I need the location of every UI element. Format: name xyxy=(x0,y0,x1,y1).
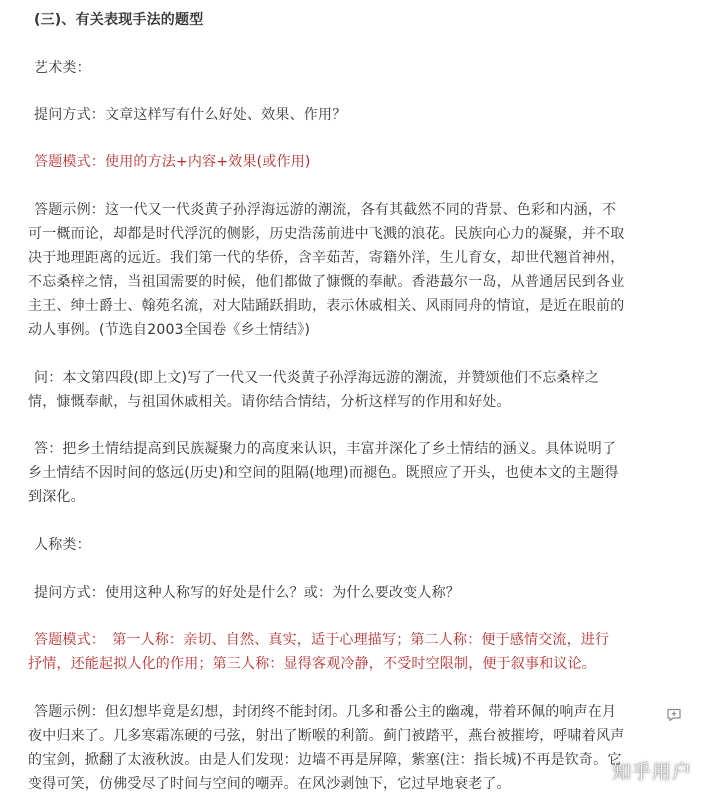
art-answer-line: 到深化。 xyxy=(28,489,85,505)
person-example-line: 的宝剑，掀翻了太液秋波。由是人们发现：边墙不再是屏障，紫塞(注：指长城)不再是钦奇。它 xyxy=(28,752,622,768)
person-example-paragraph xyxy=(28,700,648,796)
art-example-line: 动人事例。(节选自2003全国卷《乡土情结》) xyxy=(28,322,311,338)
art-example-line: 可一概而论，却都是时代浮沉的侧影，历史浩荡前进中飞溅的浪花。民族向心力的凝聚，并不取 xyxy=(28,226,625,242)
art-example-line: 不忘桑梓之情，当祖国需要的时候，他们都做了慷慨的奉献。香港蕞尔一岛，从普通居民到各业 xyxy=(28,274,625,290)
comment-icon[interactable] xyxy=(666,707,682,723)
person-answer-model-line: 抒情，还能起拟人化的作用；第三人称：显得客观冷静，不受时空限制，便于叙事和议论。 xyxy=(28,656,596,672)
person-question-type: 提问方式：使用这种人称写的好处是什么？或：为什么要改变人称？ xyxy=(34,585,460,601)
art-answer-paragraph xyxy=(28,437,648,509)
art-question-line: 问：本文第四段(即上文)写了一代又一代炎黄子孙浮海远游的潮流，并赞颂他们不忘桑梓之 xyxy=(34,370,600,386)
art-question-paragraph xyxy=(28,366,648,414)
art-category-label: 艺术类： xyxy=(34,60,91,76)
section-title: (三)、有关表现手法的题型 xyxy=(34,12,204,28)
art-example-line: 决于地理距离的远近。我们第一代的华侨，含辛茹苦，寄籍外洋，生儿育女，却世代翘首神州， xyxy=(28,250,625,266)
art-answer-line: 答：把乡土情结提高到民族凝聚力的高度来认识，丰富并深化了乡土情结的涵义。具体说明了 xyxy=(34,441,617,457)
art-example-line: 主王、绅士爵士、翰苑名流，对大陆踊跃捐助，表示休戚相关、风雨同舟的情谊，是近在眼前的 xyxy=(28,298,625,314)
person-answer-model-paragraph xyxy=(28,628,648,676)
art-question-line: 情，慷慨奉献，与祖国休戚相关。请你结合情结，分析这样写的作用和好处。 xyxy=(28,394,511,410)
person-example-line: 答题示例：但幻想毕竟是幻想，封闭终不能封闭。几多和番公主的幽魂，带着环佩的响声在月 xyxy=(34,704,617,720)
art-example-paragraph xyxy=(28,198,648,342)
comment-icon-graphic xyxy=(666,707,682,723)
art-question-type: 提问方式：文章这样写有什么好处、效果、作用？ xyxy=(34,107,347,123)
person-example-line: 夜中归来了。几多寒霜冻硬的弓弦，射出了断喉的利箭。蓟门被踏平，燕台被摧垮，呼啸着风声 xyxy=(28,728,625,744)
person-answer-model-line: 答题模式： 第一人称：亲切、自然、真实，适于心理描写；第二人称：便于感情交流，进行 xyxy=(34,632,610,648)
zhihu-watermark: 知乎用户 xyxy=(612,761,693,783)
art-answer-line: 乡土情结不因时间的悠远(历史)和空间的阻隔(地理)而褪色。既照应了开头，也使本文的主题得 xyxy=(28,465,619,481)
person-example-line: 变得可笑，仿佛受尽了时间与空间的嘲弄。在风沙剥蚀下，它过早地衰老了。 xyxy=(28,776,511,792)
person-category-label: 人称类： xyxy=(34,537,91,553)
art-answer-model: 答题模式：使用的方法+内容+效果(或作用) xyxy=(34,154,311,170)
art-example-line: 答题示例：这一代又一代炎黄子孙浮海远游的潮流，各有其截然不同的背景、色彩和内涵，不 xyxy=(34,202,617,218)
